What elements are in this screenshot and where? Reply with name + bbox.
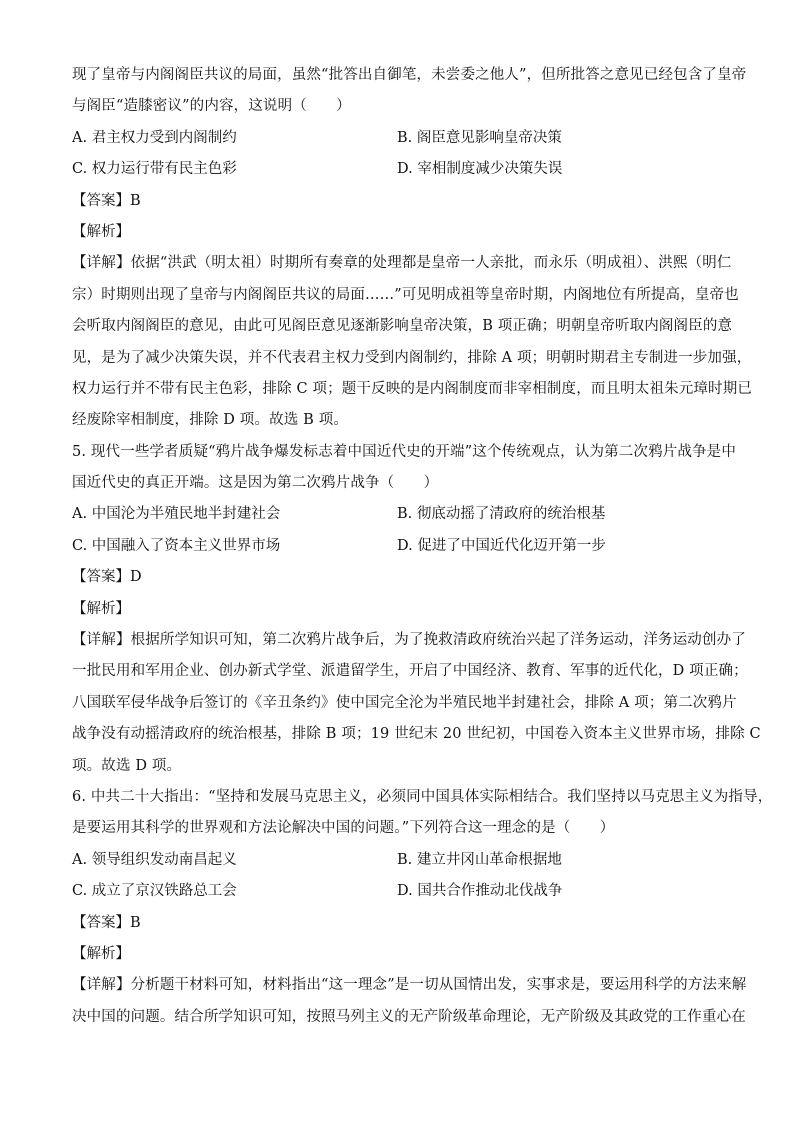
detail-line: 八国联军侵华战争后签订的《辛丑条约》使中国完全沦为半殖民地半封建社会，排除 A 项；第二次鸦片 [72,694,737,711]
question-6 [72,782,773,1033]
detail-line: 权力运行并不带有民主色彩，排除 C 项；题干反映的是内阁制度而非宰相制度，而且明太祖朱元璋时期已 [72,380,753,397]
option-d: D. 促进了中国近代化迈开第一步 [397,537,606,554]
question-4 [72,60,753,437]
analysis-label: 【解析】 [72,223,130,240]
answer-label: 【答案】B [72,914,141,931]
option-d: D. 国共合作推动北伐战争 [397,883,563,900]
analysis-label: 【解析】 [72,945,130,962]
question-stem-line: 国近代史的真正开端。这是因为第二次鸦片战争（ ） [72,475,439,492]
detail-line: 项。故选 D 项。 [72,757,182,774]
question-stem-line: 现了皇帝与内阁阁臣共议的局面，虽然“批答出自御笔，未尝委之他人”，但所批答之意见已经包含了皇帝 [72,67,747,83]
question-stem-line: 与阁臣“造膝密议”的内容，这说明（ ） [72,98,351,115]
detail-line: 宗）时期则出现了皇帝与内阁阁臣共议的局面……”可见明成祖等皇帝时期，内阁地位有所提高，皇帝也 [72,286,739,303]
option-row [72,876,722,907]
detail-line: 【详解】分析题干材料可知，材料指出“这一理念”是一切从国情出发，实事求是，要运用科学的方法来解 [72,977,747,994]
detail-line: 经废除宰相制度，排除 D 项。故选 B 项。 [72,412,349,429]
option-row [72,154,722,185]
option-c: C. 成立了京汉铁路总工会 [72,883,237,900]
option-a: A. 领导组织发动南昌起义 [72,851,237,868]
detail-line: 见，是为了减少决策失误，并不代表君主权力受到内阁制约，排除 A 项；明朝时期君主专制进一步加强， [72,349,752,366]
option-c: C. 中国融入了资本主义世界市场 [72,537,281,554]
detail-line: 会听取内阁阁臣的意见，由此可见阁臣意见逐渐影响皇帝决策，B 项正确；明朝皇帝听取内阁阁臣的意 [72,318,733,335]
detail-line: 【详解】根据所学知识可知，第二次鸦片战争后，为了挽救清政府统治兴起了洋务运动，洋务运动创办了 [72,632,746,649]
option-b: B. 彻底动摇了清政府的统治根基 [397,506,606,523]
option-row [72,123,722,154]
option-row [72,531,722,562]
analysis-label: 【解析】 [72,600,130,617]
detail-line: 决中国的问题。结合所学知识可知，按照马列主义的无产阶级革命理论，无产阶级及其政党的工作重心在 [72,1008,746,1025]
question-5 [72,437,761,782]
option-row [72,499,722,530]
detail-line: 战争没有动摇清政府的统治根基，排除 B 项；19 世纪末 20 世纪初，中国卷入资本主义世界市场，排除 C [72,726,761,743]
option-row [72,845,722,876]
answer-label: 【答案】B [72,192,141,209]
option-a: A. 中国沦为半殖民地半封建社会 [72,506,281,523]
question-stem-line: 是要运用其科学的世界观和方法论解决中国的问题。”下列符合这一理念的是（ ） [72,820,615,837]
option-c: C. 权力运行带有民主色彩 [72,161,237,178]
answer-label: 【答案】D [72,569,142,586]
option-a: A. 君主权力受到内阁制约 [72,129,237,146]
option-d: D. 宰相制度减少决策失误 [397,161,563,178]
option-b: B. 建立井冈山革命根据地 [397,851,562,868]
question-stem-line: 5. 现代一些学者质疑“鸦片战争爆发标志着中国近代史的开端”这个传统观点，认为第二次鸦片战争是中 [72,443,736,460]
document-page [72,60,773,1033]
detail-line: 一批民用和军用企业、创办新式学堂、派遣留学生，开启了中国经济、教育、军事的近代化，D 项正确； [72,663,748,680]
option-b: B. 阁臣意见影响皇帝决策 [397,129,562,146]
question-stem-line: 6. 中共二十大指出：“坚持和发展马克思主义，必须同中国具体实际相结合。我们坚持以马克思主义为指导， [72,788,773,805]
detail-line: 【详解】依据“洪武（明太祖）时期所有奏章的处理都是皇帝一人亲批，而永乐（明成祖）、洪熙（明仁 [72,255,732,272]
